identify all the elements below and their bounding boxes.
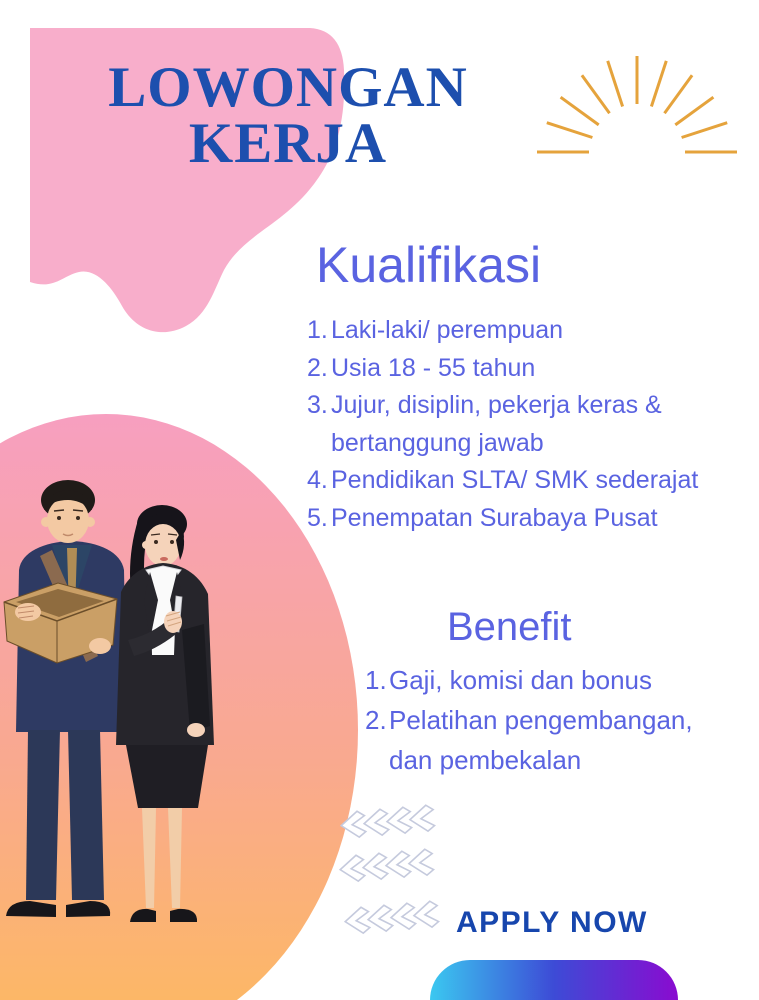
item-text: Usia 18 - 55 tahun: [331, 353, 536, 382]
title-line-1: LOWONGAN: [108, 56, 468, 119]
qualifications-heading: Kualifikasi: [316, 237, 542, 293]
apply-now-label[interactable]: APPLY NOW: [456, 906, 648, 939]
item-number: 1.: [365, 665, 387, 695]
chevrons-decoration: [339, 805, 439, 935]
sunburst-icon: [537, 56, 737, 152]
list-item: [307, 387, 752, 462]
list-item: [307, 312, 752, 350]
qualifications-list: [307, 312, 752, 537]
item-text: Penempatan Surabaya Pusat: [331, 503, 658, 532]
item-text: Gaji, komisi dan bonus: [389, 665, 653, 695]
item-number: 1.: [307, 316, 328, 344]
list-item: [307, 500, 752, 538]
list-item: [307, 350, 752, 388]
list-item: [365, 660, 715, 700]
item-text: Pelatihan pengembangan, dan pembekalan: [389, 705, 693, 775]
item-text: Jujur, disiplin, pekerja keras & bertanggung jawab: [331, 391, 662, 457]
item-text: Laki-laki/ perempuan: [331, 316, 564, 344]
page-title: [88, 56, 488, 175]
item-number: 3.: [307, 391, 328, 419]
title-line-2: KERJA: [188, 112, 388, 175]
apply-now-button[interactable]: [430, 960, 678, 1000]
benefits-list: [365, 660, 715, 780]
chevron-row-1: [340, 805, 435, 839]
item-text: Pendidikan SLTA/ SMK sederajat: [331, 466, 699, 494]
item-number: 2.: [365, 705, 387, 735]
benefits-heading: Benefit: [447, 605, 572, 649]
item-number: 5.: [307, 503, 328, 532]
item-number: 2.: [307, 353, 328, 382]
item-number: 4.: [307, 466, 328, 494]
list-item: [307, 462, 752, 500]
list-item: [365, 700, 715, 780]
chevron-row-3: [344, 901, 439, 935]
chevron-row-2: [339, 849, 434, 883]
